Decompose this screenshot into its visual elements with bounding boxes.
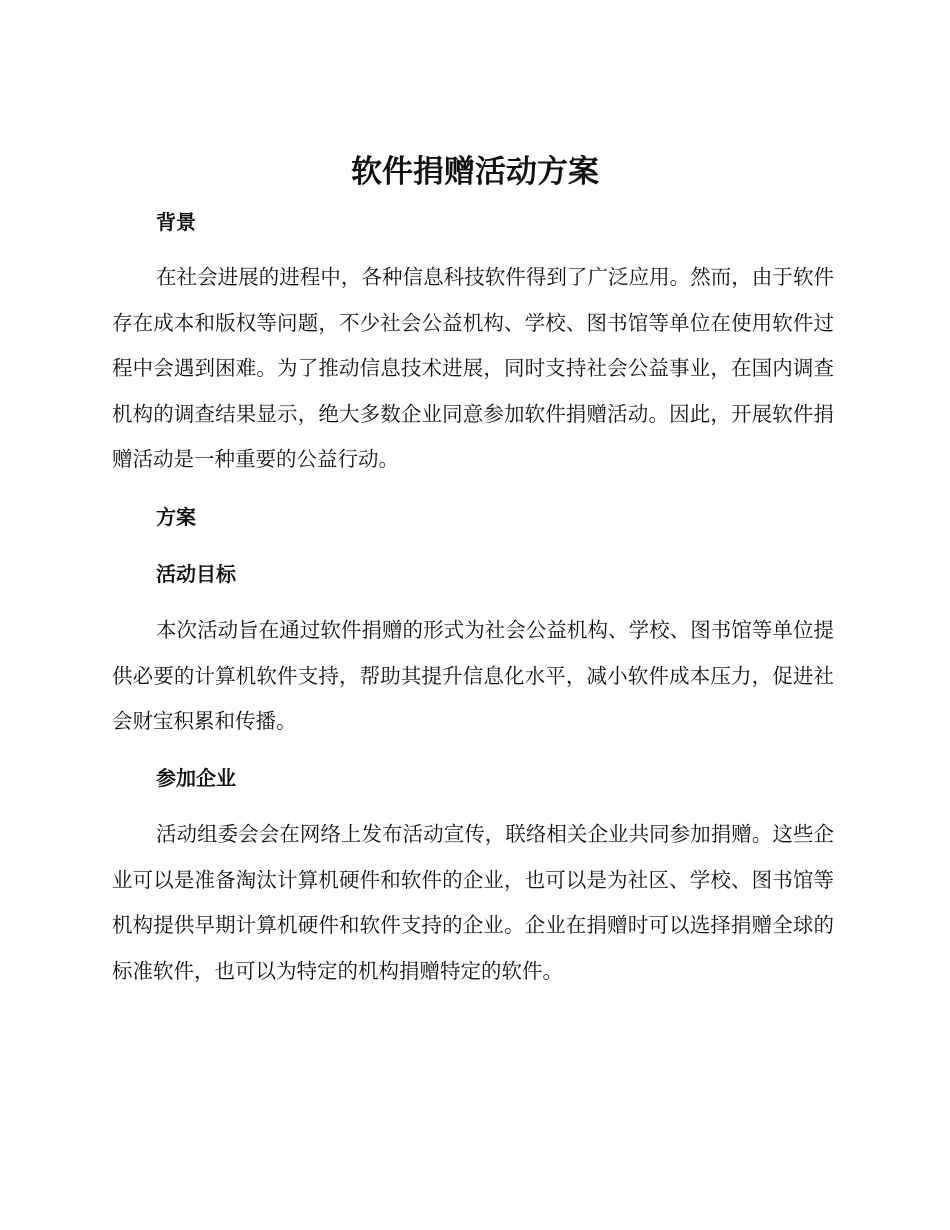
section-heading-plan: 方案 <box>156 505 196 529</box>
section-heading-background: 背景 <box>156 210 196 234</box>
paragraph-background: 在社会进展的进程中，各种信息科技软件得到了广泛应用。然而，由于软件存在成本和版权等问题，不少社会公益机构、学校、图书馆等单位在使用软件过程中会遇到困难。为了推动信息技术进展，同时支持社会公益事业，在国内调查机构的调查结果显示，绝大多数企业同意参加软件捐赠活动。因此，开展软件捐赠活动是一种重要的公益行动。 <box>112 265 834 471</box>
paragraph-enterprises: 活动组委会会在网络上发布活动宣传，联络相关企业共同参加捐赠。这些企业可以是准备淘汰计算机硬件和软件的企业，也可以是为社区、学校、图书馆等机构提供早期计算机硬件和软件支持的企业。企业在捐赠时可以选择捐赠全球的标准软件，也可以为特定的机构捐赠特定的软件。 <box>112 822 834 983</box>
section-heading-goal: 活动目标 <box>156 562 236 586</box>
section-heading-enterprises: 参加企业 <box>156 766 236 790</box>
document-title: 软件捐赠活动方案 <box>351 154 599 190</box>
paragraph-goal: 本次活动旨在通过软件捐赠的形式为社会公益机构、学校、图书馆等单位提供必要的计算机软件支持，帮助其提升信息化水平，减小软件成本压力，促进社会财宝积累和传播。 <box>112 618 834 733</box>
